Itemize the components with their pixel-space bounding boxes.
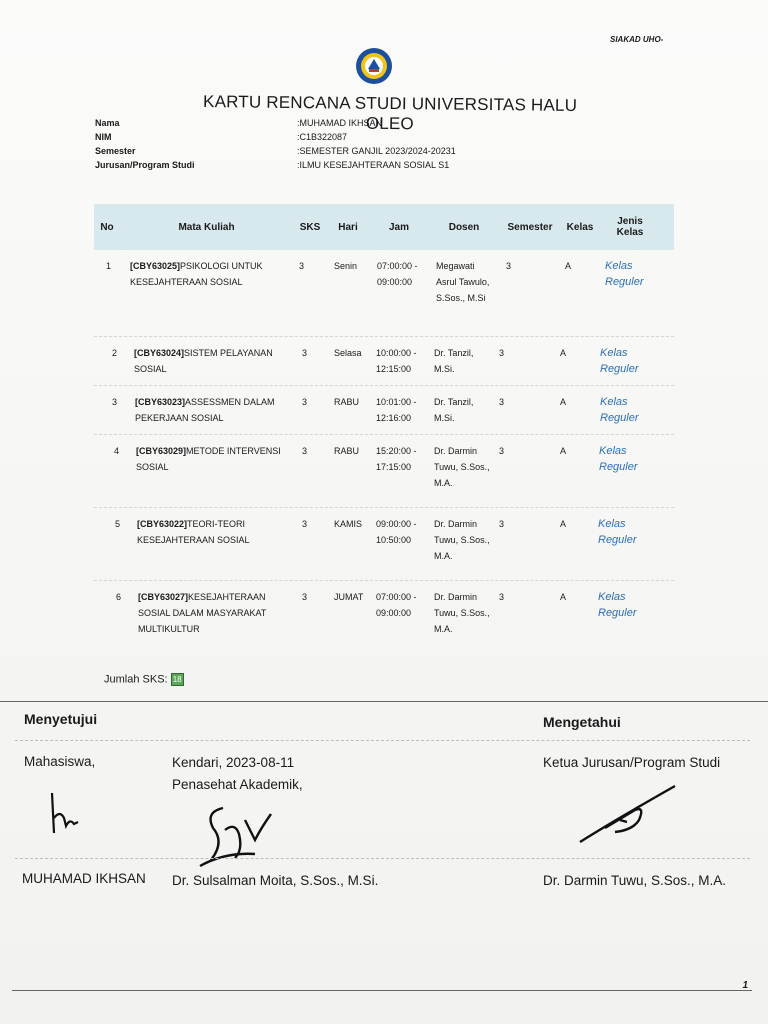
penasehat-signature: [195, 800, 285, 872]
row-sks: 3: [302, 397, 308, 407]
page-number: 1: [742, 980, 748, 991]
row-no: 4: [114, 446, 120, 456]
row-jam: 10:01:00 - 12:16:00: [376, 397, 417, 423]
krs-table: [94, 204, 674, 659]
row-hari: JUMAT: [334, 592, 364, 602]
row-semester: 3: [499, 348, 505, 358]
row-jam: 15:20:00 - 17:15:00: [376, 446, 417, 472]
info-label: Jurusan/Program Studi: [95, 160, 195, 170]
info-value: :MUHAMAD IKHSAN: [297, 118, 383, 128]
dashed-divider: [15, 858, 750, 859]
ketua-signature: [575, 780, 685, 850]
row-jenis-kelas-link[interactable]: Kelas Reguler: [600, 347, 639, 375]
menyetujui-heading: Menyetujui: [24, 711, 98, 727]
university-seal-icon: [355, 47, 393, 85]
row-semester: 3: [499, 446, 505, 456]
row-sks: 3: [302, 348, 308, 358]
row-dosen: Dr. Tanzil, M.Si.: [434, 348, 474, 374]
ketua-name: Dr. Darmin Tuwu, S.Sos., M.A.: [543, 873, 727, 888]
row-course: [130, 258, 290, 290]
course-code: [CBY63027]: [138, 592, 189, 602]
info-label: Nama: [95, 118, 120, 128]
mahasiswa-signature: [40, 788, 90, 838]
row-dosen: Dr. Darmin Tuwu, S.Sos., M.A.: [434, 446, 490, 488]
row-no: 5: [115, 519, 121, 529]
row-kelas: A: [560, 519, 567, 529]
table-row: [94, 435, 674, 508]
info-row-semester: [95, 146, 565, 160]
row-jam: 09:00:00 - 10:50:00: [376, 519, 417, 545]
row-kelas: A: [565, 261, 572, 271]
mahasiswa-name: MUHAMAD IKHSAN: [22, 871, 146, 886]
table-row: [94, 508, 674, 581]
course-name: ASSESSMEN DALAM PEKERJAAN SOSIAL: [135, 397, 275, 423]
total-sks: [104, 673, 184, 686]
row-dosen: Dr. Darmin Tuwu, S.Sos., M.A.: [434, 519, 490, 561]
table-row: [94, 337, 674, 386]
header-sks: SKS: [299, 221, 321, 233]
row-jenis-kelas-link[interactable]: Kelas Reguler: [600, 396, 639, 424]
table-row: [94, 250, 674, 337]
row-sks: 3: [302, 519, 308, 529]
info-value: :ILMU KESEJAHTERAAN SOSIAL S1: [297, 160, 450, 170]
header-hari: Hari: [338, 221, 358, 233]
date-place: Kendari, 2023-08-11: [172, 755, 295, 770]
student-info: [95, 118, 565, 174]
row-sks: 3: [299, 261, 305, 271]
document-title: KARTU RENCANA STUDI UNIVERSITAS HALU OLEO: [203, 92, 578, 134]
divider: [0, 701, 768, 702]
course-name: METODE INTERVENSI SOSIAL: [136, 446, 281, 472]
course-code: [CBY63024]: [134, 348, 185, 358]
system-label: SIAKAD UHO-: [610, 35, 664, 44]
row-no: 3: [112, 397, 118, 407]
header-no: No: [100, 221, 114, 233]
course-code: [CBY63029]: [136, 446, 187, 456]
penasehat-label: Penasehat Akademik,: [172, 777, 303, 792]
table-row: [94, 386, 674, 435]
row-kelas: A: [560, 592, 567, 602]
course-name: TEORI-TEORI KESEJAHTERAAN SOSIAL: [137, 519, 250, 545]
total-sks-label: Jumlah SKS:: [104, 673, 168, 686]
info-value: :SEMESTER GANJIL 2023/2024-20231: [297, 146, 456, 156]
row-jenis-kelas-link[interactable]: Kelas Reguler: [605, 260, 644, 288]
row-no: 6: [116, 592, 122, 602]
row-sks: 3: [302, 446, 308, 456]
info-label: NIM: [95, 132, 112, 142]
course-code: [CBY63022]: [137, 519, 188, 529]
table-row: [94, 581, 674, 659]
row-hari: Selasa: [334, 348, 362, 358]
mahasiswa-label: Mahasiswa,: [24, 754, 96, 769]
row-semester: 3: [499, 592, 505, 602]
row-kelas: A: [560, 397, 567, 407]
row-semester: 3: [499, 519, 505, 529]
mengetahui-heading: Mengetahui: [543, 714, 621, 730]
row-hari: RABU: [334, 397, 360, 407]
header-jam: Jam: [388, 221, 409, 233]
info-label: Semester: [95, 146, 136, 156]
row-hari: KAMIS: [334, 519, 363, 529]
course-code: [CBY63025]: [130, 261, 181, 271]
row-no: 1: [106, 261, 112, 271]
row-kelas: A: [560, 446, 567, 456]
row-jam: 07:00:00 - 09:00:00: [377, 261, 418, 287]
course-code: [CBY63023]: [135, 397, 186, 407]
info-row-nama: [95, 118, 565, 132]
row-course: [135, 394, 295, 426]
row-dosen: Dr. Darmin Tuwu, S.Sos., M.A.: [434, 592, 490, 634]
header-kelas: Kelas: [566, 221, 594, 233]
row-course: [134, 345, 294, 377]
ketua-label: Ketua Jurusan/Program Studi: [543, 755, 721, 770]
row-no: 2: [112, 348, 118, 358]
row-course: [138, 589, 298, 637]
course-name: SISTEM PELAYANAN SOSIAL: [134, 348, 273, 374]
header-mata-kuliah: Mata Kuliah: [178, 221, 235, 233]
row-semester: 3: [499, 397, 505, 407]
bottom-divider: [12, 990, 752, 991]
row-dosen: Dr. Tanzil, M.Si.: [434, 397, 474, 423]
header-semester: Semester: [507, 221, 553, 233]
table-header: [94, 204, 674, 250]
info-row-nim: [95, 132, 565, 146]
row-semester: 3: [506, 261, 512, 271]
row-hari: RABU: [334, 446, 360, 456]
row-jenis-kelas-link[interactable]: Kelas Reguler: [598, 591, 637, 619]
row-jenis-kelas-link[interactable]: Kelas Reguler: [598, 518, 637, 546]
course-name: KESEJAHTERAAN SOSIAL DALAM MASYARAKAT MULTIKULTUR: [138, 592, 267, 634]
dashed-divider: [15, 740, 750, 741]
row-jenis-kelas-link[interactable]: Kelas Reguler: [599, 445, 638, 473]
course-name: PSIKOLOGI UNTUK KESEJAHTERAAN SOSIAL: [130, 261, 263, 287]
row-dosen: Megawati Asrul Tawulo, S.Sos., M.Si: [436, 261, 490, 303]
row-kelas: A: [560, 348, 567, 358]
penasehat-name: Dr. Sulsalman Moita, S.Sos., M.Si.: [172, 873, 379, 888]
header-jenis-kelas: Jenis Kelas: [616, 216, 644, 238]
info-value: :C1B322087: [297, 132, 348, 142]
header-dosen: Dosen: [448, 221, 480, 233]
row-course: [137, 516, 297, 548]
info-row-jurusan: [95, 160, 565, 174]
row-jam: 07:00:00 - 09:00:00: [376, 592, 417, 618]
total-sks-value: 18: [171, 673, 184, 686]
row-sks: 3: [302, 592, 308, 602]
row-course: [136, 443, 296, 475]
row-hari: Senin: [334, 261, 358, 271]
row-jam: 10:00:00 - 12:15:00: [376, 348, 417, 374]
